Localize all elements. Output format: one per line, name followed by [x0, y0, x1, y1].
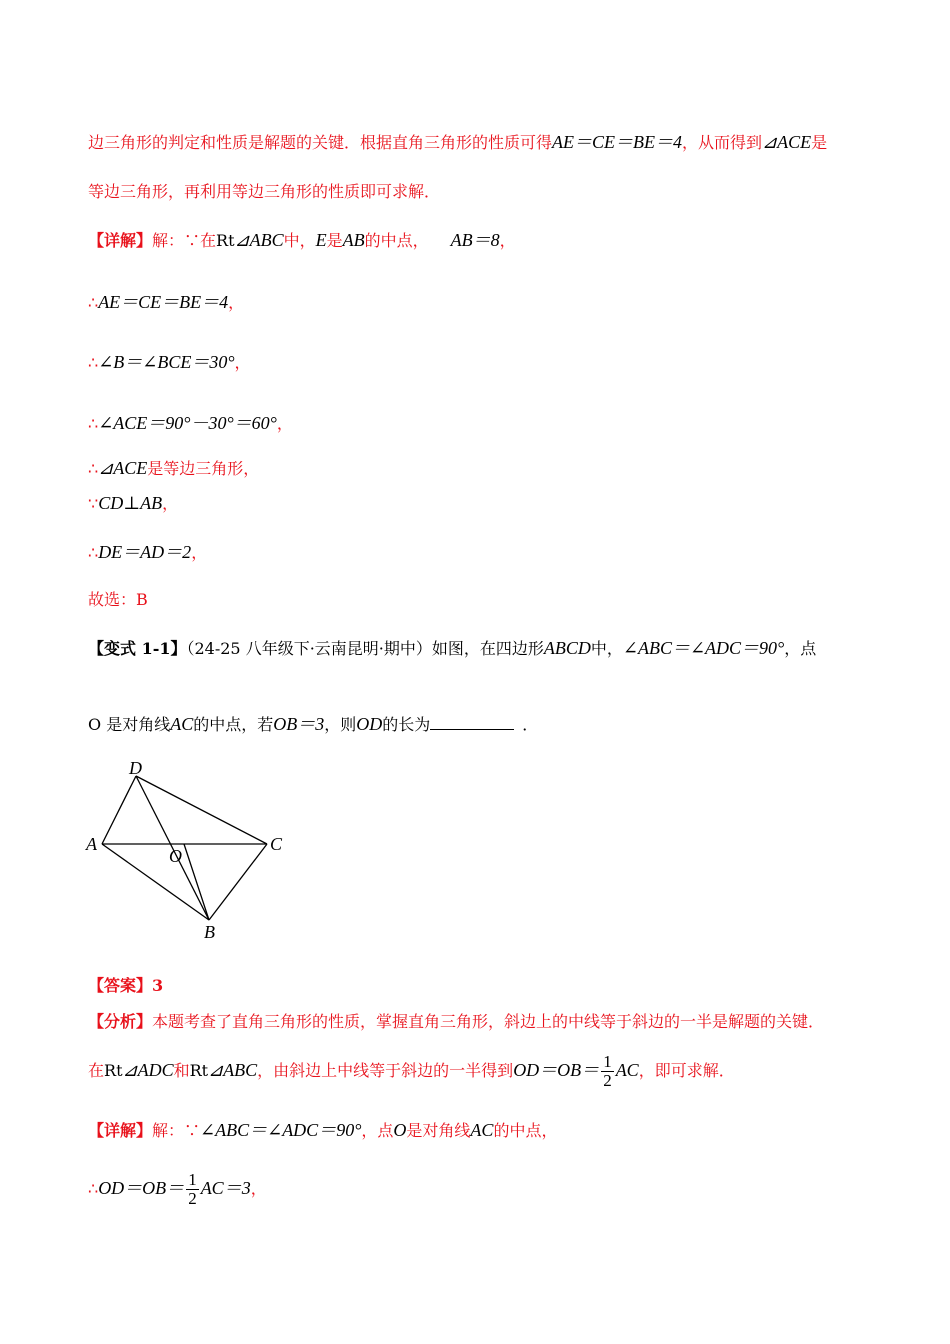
math-expression: ABCD	[543, 638, 591, 658]
detail2-line-2	[88, 1168, 267, 1209]
segment-ad	[102, 776, 136, 844]
fraction-denominator: 2	[603, 1071, 612, 1090]
fraction-numerator: 1	[188, 1170, 197, 1189]
fraction-half	[601, 1053, 614, 1090]
because-symbol: ∵	[88, 494, 99, 513]
fraction-denominator: 2	[188, 1189, 197, 1208]
math-expression: OD＝OB＝	[98, 1178, 185, 1198]
answer-line	[88, 974, 163, 998]
math-expression: ⊿ABC	[208, 1060, 258, 1080]
analysis-text: 边三角形的判定和性质是解题的关键．根据直角三角形的性质可得	[88, 133, 553, 152]
detail2-line-1	[88, 1118, 557, 1143]
detail-text: ，点	[361, 1121, 394, 1140]
math-expression: AB＝8	[450, 230, 500, 250]
step-2	[88, 350, 251, 375]
math-expression: E	[315, 230, 327, 250]
math-expression: AC	[170, 714, 194, 734]
math-expression: ⊿ACE	[762, 132, 812, 152]
variant-text: ．	[522, 715, 539, 734]
math-expression: AC	[615, 1060, 639, 1080]
answer-blank	[430, 713, 514, 730]
math-expression: CD⊥AB	[98, 493, 163, 513]
analysis-tag: 【分析】	[88, 1012, 153, 1031]
therefore-symbol: ∴	[88, 543, 99, 562]
label-o: O	[169, 846, 182, 866]
variant-tag: 【变式 1-1】	[88, 639, 187, 658]
step-5	[88, 491, 178, 516]
therefore-symbol: ∴	[88, 414, 99, 433]
variant-text: 中，	[590, 639, 623, 658]
fraction-numerator: 1	[603, 1052, 612, 1071]
analysis-text: 和	[173, 1061, 190, 1080]
math-expression: OD＝OB＝	[513, 1060, 600, 1080]
variant-line-2	[88, 712, 538, 737]
variant-line-1	[88, 636, 816, 661]
math-expression: ⊿ABC	[234, 230, 284, 250]
detail-line-1	[88, 228, 516, 253]
math-expression: O	[393, 1120, 407, 1140]
analysis-text: 在	[88, 1061, 105, 1080]
step-text: ，	[276, 414, 293, 433]
analysis-text: ，从而得到	[682, 133, 763, 152]
step-text: ，	[250, 1179, 267, 1198]
label-c: C	[270, 834, 283, 854]
step-text: ，	[234, 353, 251, 372]
analysis-text: 是	[811, 133, 828, 152]
variant-text: 的长为	[382, 715, 431, 734]
label-a: A	[86, 834, 97, 854]
variant-text: ，则	[324, 715, 357, 734]
step-6	[88, 540, 207, 565]
detail-text: ，	[499, 231, 516, 250]
fraction-half	[186, 1171, 199, 1208]
segment-dc	[136, 776, 267, 844]
step-text: 是等边三角形，	[147, 459, 260, 478]
label-b: B	[204, 922, 215, 942]
analysis-line-1	[88, 130, 827, 155]
detail-text: 解：∵	[152, 1121, 201, 1140]
variant-text: （24-25 八年级下·云南昆明·期中）如图，在四边形	[186, 639, 544, 658]
math-rt: Rt	[216, 231, 235, 250]
math-expression: AC	[470, 1120, 494, 1140]
step-text: ，	[191, 543, 208, 562]
math-expression: OD	[356, 714, 383, 734]
math-expression: ⊿ACE	[98, 458, 148, 478]
variant-text: ，点	[784, 639, 817, 658]
math-expression: ∠B＝∠BCE＝30°	[98, 352, 235, 372]
analysis-text: ，由斜边上中线等于斜边的一半得到	[257, 1061, 514, 1080]
detail-text: 的中点，	[364, 231, 429, 250]
therefore-symbol: ∴	[88, 1179, 99, 1198]
segment-cb	[209, 844, 267, 920]
answer-tag: 【答案】	[88, 976, 153, 995]
detail-tag: 【详解】	[88, 1121, 153, 1140]
variant-text: O 是对角线	[88, 715, 171, 734]
variant-text: 的中点，若	[193, 715, 274, 734]
math-expression: DE＝AD＝2	[98, 542, 192, 562]
detail-text: 中，	[283, 231, 316, 250]
analysis-text: ，即可求解．	[638, 1061, 735, 1080]
therefore-symbol: ∴	[88, 293, 99, 312]
math-expression: AE＝CE＝BE＝4	[552, 132, 682, 152]
therefore-symbol: ∴	[88, 459, 99, 478]
math-expression: OB＝3	[273, 714, 325, 734]
step-1	[88, 290, 244, 315]
detail-text: 的中点，	[493, 1121, 558, 1140]
math-expression: ∠ABC＝∠ADC＝90°	[200, 1120, 362, 1140]
quadrilateral-figure	[80, 755, 310, 945]
step-4	[88, 456, 259, 481]
label-d: D	[129, 758, 142, 778]
math-expression: ∠ACE＝90°－30°＝60°	[98, 413, 277, 433]
step-3	[88, 411, 293, 436]
segment-ba	[102, 844, 209, 920]
math-expression: AB	[342, 230, 365, 250]
analysis2-line-2	[88, 1052, 735, 1090]
segment-ob	[184, 844, 209, 920]
analysis-text: 本题考查了直角三角形的性质，掌握直角三角形，斜边上的中线等于斜边的一半是解题的关键．	[152, 1012, 825, 1031]
detail-tag: 【详解】	[88, 231, 153, 250]
therefore-symbol: ∴	[88, 353, 99, 372]
detail-text: 解：∵在	[152, 231, 217, 250]
answer-value: 3	[152, 976, 164, 995]
analysis2-line-1	[88, 1010, 824, 1034]
detail-text: 是对角线	[406, 1121, 471, 1140]
step-text: ，	[162, 494, 179, 513]
choice-line: 故选：B	[88, 590, 148, 609]
math-expression: AE＝CE＝BE＝4	[98, 292, 229, 312]
analysis-line-2: 等边三角形，再利用等边三角形的性质即可求解．	[88, 182, 441, 201]
math-rt: Rt	[189, 1061, 209, 1080]
step-text: ，	[228, 293, 245, 312]
math-expression: AC＝3	[200, 1178, 251, 1198]
math-expression: ⊿ADC	[122, 1060, 174, 1080]
math-rt: Rt	[104, 1061, 123, 1080]
detail-text: 是	[326, 231, 343, 250]
math-expression: ∠ABC＝∠ADC＝90°	[622, 638, 785, 658]
